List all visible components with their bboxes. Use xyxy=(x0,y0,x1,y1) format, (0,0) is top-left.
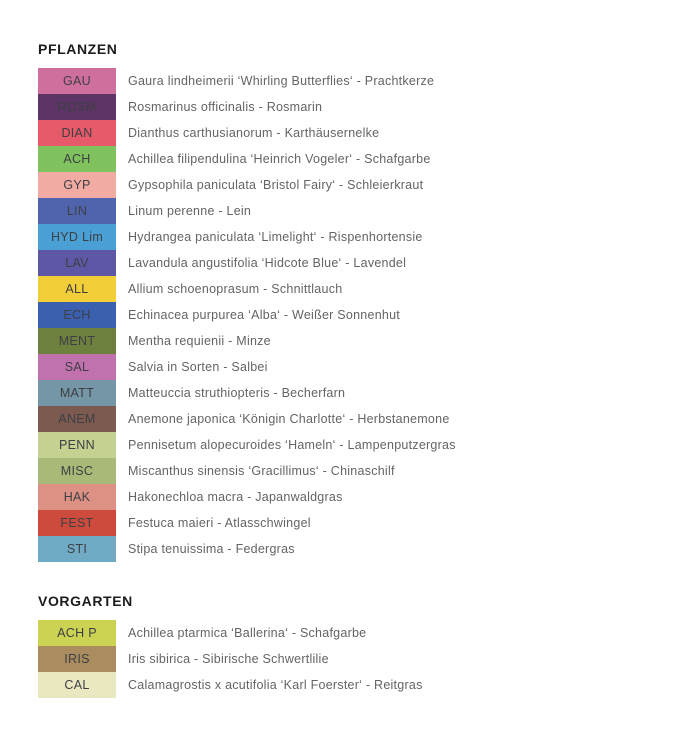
plant-code: ACH P xyxy=(57,626,97,640)
plant-code: ROSM xyxy=(57,100,97,114)
color-swatch xyxy=(38,68,116,94)
plant-code: FEST xyxy=(60,516,94,530)
legend-row xyxy=(38,406,456,432)
plant-code: ANEM xyxy=(58,412,96,426)
color-swatch xyxy=(38,536,116,562)
legend xyxy=(38,41,456,698)
plant-description: Rosmarinus officinalis - Rosmarin xyxy=(128,100,323,114)
plant-description: Linum perenne - Lein xyxy=(128,204,252,218)
plant-code: MENT xyxy=(58,334,96,348)
plant-description: Calamagrostis x acutifolia ‘Karl Foerster‘ - Reitgras xyxy=(128,678,423,692)
color-swatch xyxy=(38,94,116,120)
plant-description: Gaura lindheimerii ‘Whirling Butterflies‘ - Prachtkerze xyxy=(128,74,435,88)
plant-description: Lavandula angustifolia ‘Hidcote Blue‘ - Lavendel xyxy=(128,256,407,270)
legend-row xyxy=(38,94,456,120)
legend-row xyxy=(38,380,456,406)
color-swatch xyxy=(38,120,116,146)
plant-description: Mentha requienii - Minze xyxy=(128,334,271,348)
legend-row xyxy=(38,672,456,698)
plant-description: Dianthus carthusianorum - Karthäusernelke xyxy=(128,126,380,140)
color-swatch xyxy=(38,380,116,406)
plant-description: Hydrangea paniculata ‘Limelight‘ - Rispenhortensie xyxy=(128,230,423,244)
color-swatch xyxy=(38,620,116,646)
plant-description: Anemone japonica ‘Königin Charlotte‘ - Herbstanemone xyxy=(128,412,450,426)
plant-description: Achillea filipendulina ‘Heinrich Vogeler‘ - Schafgarbe xyxy=(128,152,431,166)
color-swatch xyxy=(38,146,116,172)
color-swatch xyxy=(38,328,116,354)
color-swatch xyxy=(38,458,116,484)
section-title: PFLANZEN xyxy=(38,41,118,57)
legend-row xyxy=(38,68,456,94)
plant-code: DIAN xyxy=(61,126,93,140)
plant-description: Miscanthus sinensis ‘Gracillimus‘ - Chinaschilf xyxy=(128,464,395,478)
legend-row xyxy=(38,510,456,536)
legend-row xyxy=(38,432,456,458)
plant-description: Gypsophila paniculata ‘Bristol Fairy‘ - Schleierkraut xyxy=(128,178,424,192)
plant-code: GAU xyxy=(63,74,91,88)
plant-description: Hakonechloa macra - Japanwaldgras xyxy=(128,490,343,504)
plant-code: GYP xyxy=(63,178,91,192)
legend-row xyxy=(38,458,456,484)
plant-code: LIN xyxy=(66,204,88,218)
color-swatch xyxy=(38,672,116,698)
color-swatch xyxy=(38,198,116,224)
section-title: VORGARTEN xyxy=(38,593,133,609)
plant-code: CAL xyxy=(64,678,90,692)
legend-rows xyxy=(38,620,456,698)
color-swatch xyxy=(38,510,116,536)
plant-code: LAV xyxy=(65,256,89,270)
legend-row xyxy=(38,146,456,172)
legend-row xyxy=(38,172,456,198)
color-swatch xyxy=(38,484,116,510)
color-swatch xyxy=(38,276,116,302)
plant-description: Matteuccia struthiopteris - Becherfarn xyxy=(128,386,346,400)
plant-code: SAL xyxy=(64,360,90,374)
plant-code: MISC xyxy=(60,464,94,478)
legend-row xyxy=(38,484,456,510)
plant-code: ACH xyxy=(63,152,91,166)
plant-description: Festuca maieri - Atlasschwingel xyxy=(128,516,311,530)
plant-description: Pennisetum alopecuroides ‘Hameln‘ - Lampenputzergras xyxy=(128,438,456,452)
plant-code: IRIS xyxy=(64,652,90,666)
legend-row xyxy=(38,354,456,380)
plant-description: Stipa tenuissima - Federgras xyxy=(128,542,295,556)
plant-code: ALL xyxy=(65,282,89,296)
legend-row xyxy=(38,120,456,146)
color-swatch xyxy=(38,302,116,328)
plant-description: Iris sibirica - Sibirische Schwertlilie xyxy=(128,652,329,666)
plant-description: Allium schoenoprasum - Schnittlauch xyxy=(128,282,343,296)
plant-description: Achillea ptarmica ‘Ballerina‘ - Schafgarbe xyxy=(128,626,367,640)
legend-rows xyxy=(38,68,456,562)
plant-code: ECH xyxy=(63,308,91,322)
color-swatch xyxy=(38,646,116,672)
color-swatch xyxy=(38,354,116,380)
plant-code: PENN xyxy=(59,438,95,452)
plant-code: MATT xyxy=(59,386,95,400)
plant-code: HYD Lim xyxy=(50,230,104,244)
legend-row xyxy=(38,328,456,354)
legend-row xyxy=(38,302,456,328)
legend-section xyxy=(38,593,456,698)
plant-description: Salvia in Sorten - Salbei xyxy=(128,360,268,374)
legend-section xyxy=(38,41,456,562)
color-swatch xyxy=(38,172,116,198)
legend-row xyxy=(38,536,456,562)
legend-row xyxy=(38,276,456,302)
color-swatch xyxy=(38,224,116,250)
legend-row xyxy=(38,620,456,646)
color-swatch xyxy=(38,250,116,276)
color-swatch xyxy=(38,406,116,432)
legend-row xyxy=(38,198,456,224)
legend-row xyxy=(38,646,456,672)
plant-code: HAK xyxy=(63,490,91,504)
plant-code: STI xyxy=(66,542,88,556)
legend-row xyxy=(38,250,456,276)
plant-description: Echinacea purpurea ‘Alba‘ - Weißer Sonnenhut xyxy=(128,308,401,322)
legend-row xyxy=(38,224,456,250)
color-swatch xyxy=(38,432,116,458)
